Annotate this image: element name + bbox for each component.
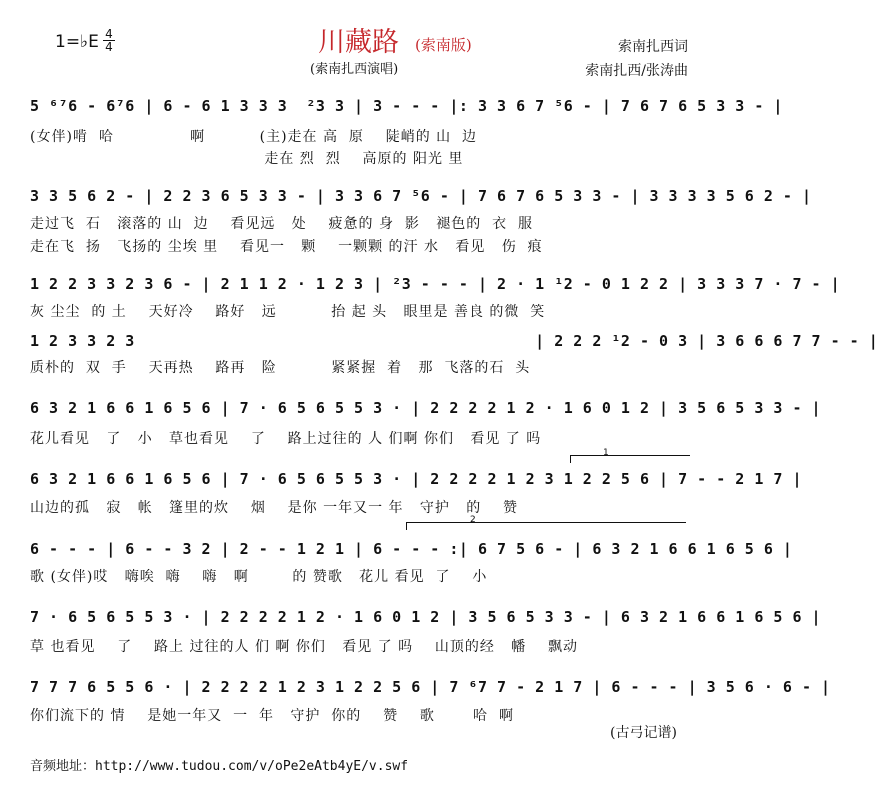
lyric-line-8: 草 也看见 了 路上 过往的人 们 啊 你们 看见 了 吗 山顶的经 幡 飘动 (30, 639, 579, 655)
lyric-line-6: 山边的孤 寂 帐 篷里的炊 烟 是你 一年又一 年 守护 的 赞 (30, 500, 519, 516)
lyric-line-9: 你们流下的 情 是她一年又 一 年 守护 你的 赞 歌 哈 啊 (30, 708, 514, 724)
volta-2-tick (406, 522, 407, 530)
lyric-line-2b: 走在飞 扬 飞扬的 尘埃 里 看见一 颗 一颗颗 的汗 水 看见 伤 痕 (30, 239, 543, 255)
song-title-suffix: (索南版) (415, 36, 472, 54)
lyric-line-3: 灰 尘尘 的 土 天好冷 路好 远 抬 起 头 眼里是 善良 的微 笑 (30, 304, 546, 320)
notation-row-7: 6 - - - | 6 - - 3 2 | 2 - - 1 2 1 | 6 - - - :| 6 7 5 6 - | 6 3 2 1 6 6 1 6 5 6 | (30, 540, 793, 558)
key-signature: 1=♭E (55, 32, 99, 52)
lyric-line-4: 质朴的 双 手 天再热 路再 险 紧紧握 着 那 飞落的石 头 (30, 360, 531, 376)
performer: (索南扎西演唱) (310, 62, 399, 77)
lyric-line-2a: 走过飞 石 滚落的 山 边 看见远 处 疲惫的 身 影 褪色的 衣 服 (30, 216, 534, 232)
lyric-line-7: 歌 (女伴)哎 嗨唉 嗨 嗨 啊 的 赞歌 花儿 看见 了 小 (30, 569, 488, 585)
composer-credit: 索南扎西/张涛曲 (585, 63, 688, 79)
notation-row-6: 6 3 2 1 6 6 1 6 5 6 | 7 · 6 5 6 5 5 3 · | 2 2 2 2 1 2 3 1 2 2 5 6 | 7 - - 2 1 7 | (30, 470, 802, 488)
time-signature-top: 4 (105, 27, 113, 41)
volta-1-line (570, 455, 690, 456)
lyric-line-5: 花儿看见 了 小 草也看见 了 路上过往的 人 们啊 你们 看见 了 吗 (30, 431, 542, 447)
volta-2-line (406, 522, 686, 523)
volta-1-number: 1 (603, 448, 609, 458)
time-signature (103, 28, 115, 53)
transcriber-credit: (古弓记谱) (610, 725, 677, 741)
lyric-line-1a: (女伴)啃 哈 啊 (主)走在 高 原 陡峭的 山 边 (30, 129, 478, 145)
notation-row-5: 6 3 2 1 6 6 1 6 5 6 | 7 · 6 5 6 5 5 3 · | 2 2 2 2 1 2 · 1 6 0 1 2 | 3 5 6 5 3 3 - | (30, 399, 822, 417)
volta-1-tick (570, 455, 571, 463)
notation-row-3: 1 2 2 3 3 2 3 6 - | 2 1 1 2 · 1 2 3 | ²3 - - - | 2 · 1 ¹2 - 0 1 2 2 | 3 3 3 7 · 7 - | (30, 275, 841, 293)
notation-row-2: 3 3 5 6 2 - | 2 2 3 6 5 3 3 - | 3 3 6 7 ⁵6 - | 7 6 7 6 5 3 3 - | 3 3 3 3 5 6 2 - | (30, 187, 812, 205)
notation-row-4: 1 2 3 3 2 3 | 2 2 2 ¹2 - 0 3 | 3 6 6 6 7 7 - - | (30, 332, 878, 350)
lyricist-credit: 索南扎西词 (618, 39, 688, 55)
lyric-line-1b: 走在 烈 烈 高原的 阳光 里 (30, 151, 464, 167)
notation-row-9: 7 7 7 6 5 5 6 · | 2 2 2 2 1 2 3 1 2 2 5 6 | 7 ⁶7 7 - 2 1 7 | 6 - - - | 3 5 6 · 6 - | (30, 678, 831, 696)
song-title: 川藏路 (318, 27, 399, 58)
notation-row-8: 7 · 6 5 6 5 5 3 · | 2 2 2 2 1 2 · 1 6 0 1 2 | 3 5 6 5 3 3 - | 6 3 2 1 6 6 1 6 5 6 | (30, 608, 822, 626)
time-signature-bottom: 4 (105, 40, 113, 54)
notation-row-1: 5 ⁶⁷6 - 6⁷6 | 6 - 6 1 3 3 3 ²3 3 | 3 - - - |: 3 3 6 7 ⁵6 - | 7 6 7 6 5 3 3 - | (30, 97, 783, 115)
audio-link[interactable]: 音频地址：http://www.tudou.com/v/oPe2eAtb4yE/v.swf (30, 759, 409, 774)
volta-2-number: 2 (470, 515, 476, 525)
